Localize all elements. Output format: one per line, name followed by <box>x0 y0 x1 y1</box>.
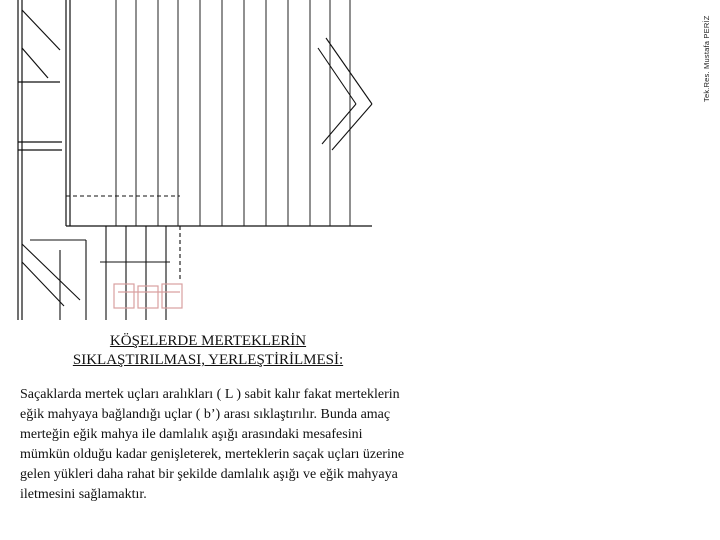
hip-line <box>322 104 356 144</box>
heading-line-2: SIKLAŞTIRILMASI, YERLEŞTİRİLMESİ: <box>72 352 344 368</box>
author-credit: Tek.Res. Mustafa PERİZ <box>702 15 711 102</box>
hip-line <box>332 104 372 150</box>
body-paragraph: Saçaklarda mertek uçları aralıkları ( L ) sabit kalır fakat merteklerin eğik mahyaya bağlandığı uçlar ( b’) arası sıklaştırılır. Bunda amaç merteğin eğik mahya ile damlalık aşığı arasındaki mesafesini mümkün olduğu kadar genişleterek, merteklerin saçak uçları üzerine gelen yükleri daha rahat bir şekilde damlalık aşığı ve eğik mahyaya iletmesini sağlamaktır. <box>20 387 405 502</box>
hip-line <box>22 10 60 50</box>
section-heading <box>18 332 398 370</box>
hip-line <box>22 48 48 78</box>
hip-line <box>22 262 64 306</box>
red-hatch <box>114 284 182 308</box>
heading-line-1: KÖŞELERDE MERTEKLERİN <box>109 333 307 349</box>
roof-rafter-drawing <box>0 0 400 320</box>
